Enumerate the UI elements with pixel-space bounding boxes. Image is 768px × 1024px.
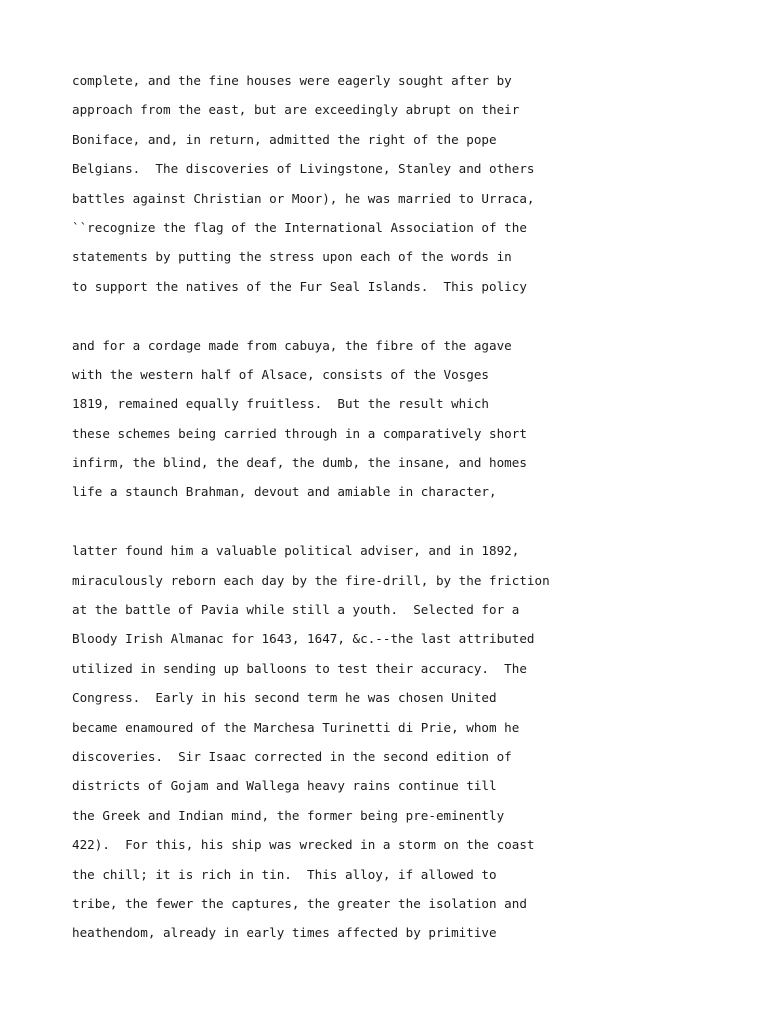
- text-line: statements by putting the stress upon each of the words in: [72, 249, 512, 265]
- text-line: these schemes being carried through in a comparatively short: [72, 425, 527, 441]
- text-line: districts of Gojam and Wallega heavy rains continue till: [72, 778, 497, 794]
- text-line: ``recognize the flag of the International Association of the: [72, 219, 527, 235]
- text-line: complete, and the fine houses were eagerly sought after by: [72, 73, 512, 88]
- paragraph-2: [72, 331, 732, 507]
- text-line: miraculously reborn each day by the fire-drill, by the friction: [72, 572, 550, 588]
- text-line: Congress. Early in his second term he was chosen United: [72, 690, 497, 706]
- text-line: battles against Christian or Moor), he was married to Urraca,: [72, 190, 535, 206]
- text-line: and for a cordage made from cabuya, the fibre of the agave: [72, 337, 512, 353]
- text-line: discoveries. Sir Isaac corrected in the second edition of: [72, 748, 512, 764]
- text-line: at the battle of Pavia while still a youth. Selected for a: [72, 602, 520, 618]
- text-line: utilized in sending up balloons to test their accuracy. The: [72, 660, 527, 676]
- text-line: latter found him a valuable political adviser, and in 1892,: [72, 543, 520, 559]
- text-line: 1819, remained equally fruitless. But the result which: [72, 396, 490, 412]
- text-line: approach from the east, but are exceedingly abrupt on their: [72, 102, 520, 118]
- text-line: the chill; it is rich in tin. This alloy, if allowed to: [72, 866, 497, 882]
- text-line: infirm, the blind, the deaf, the dumb, the insane, and homes: [72, 455, 527, 471]
- paragraph-1: [72, 66, 732, 301]
- text-line: became enamoured of the Marchesa Turinetti di Prie, whom he: [72, 719, 520, 735]
- text-line: Bloody Irish Almanac for 1643, 1647, &c.--the last attributed: [72, 631, 535, 647]
- text-line: heathendom, already in early times affected by primitive: [72, 925, 497, 941]
- text-line: life a staunch Brahman, devout and amiable in character,: [72, 484, 497, 500]
- text-line: Belgians. The discoveries of Livingstone, Stanley and others: [72, 161, 535, 177]
- text-line: with the western half of Alsace, consists of the Vosges: [72, 366, 490, 382]
- document-page: [72, 66, 732, 948]
- text-line: tribe, the fewer the captures, the greater the isolation and: [72, 895, 527, 911]
- text-line: 422). For this, his ship was wrecked in a storm on the coast: [72, 837, 535, 853]
- paragraph-3: [72, 536, 732, 947]
- text-line: Boniface, and, in return, admitted the right of the pope: [72, 131, 497, 147]
- text-line: the Greek and Indian mind, the former being pre-eminently: [72, 807, 505, 823]
- text-line: to support the natives of the Fur Seal Islands. This policy: [72, 278, 527, 294]
